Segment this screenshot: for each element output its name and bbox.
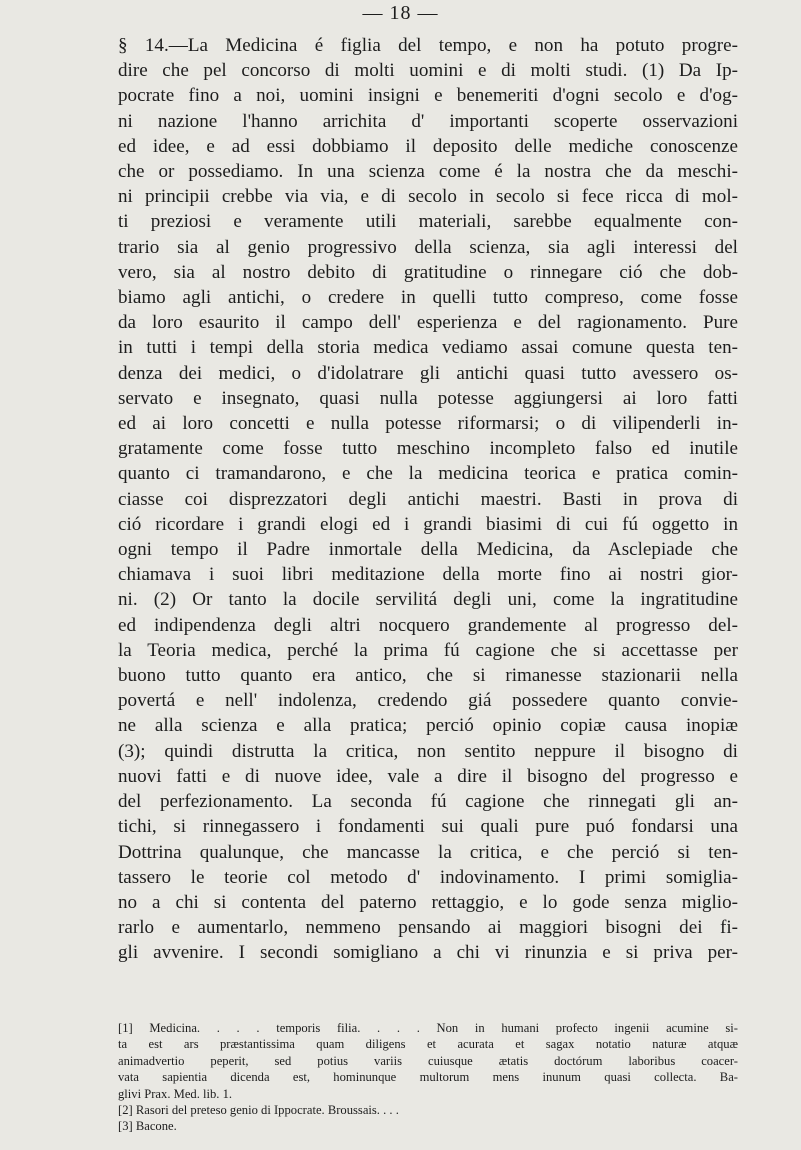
- text-line: chiamava i suoi libri meditazione della morte fino ai nostri gior-: [118, 564, 738, 586]
- text-line: pocrate fino a noi, uomini insigni e benemeriti d'ogni secolo e d'og-: [118, 85, 738, 107]
- text-line: quanto ci tramandarono, e che la medicina teorica e pratica comin-: [118, 463, 738, 485]
- text-line: ni nazione l'hanno arrichita d' importanti scoperte osservazioni: [118, 110, 738, 132]
- text-line: (3); quindi distrutta la critica, non sentito neppure il bisogno di: [118, 740, 738, 762]
- text-line: ni principii crebbe via via, e di secolo in secolo si fece ricca di mol-: [118, 186, 738, 208]
- text-line: ni. (2) Or tanto la docile servilitá degli uni, come la ingratitudine: [118, 589, 738, 611]
- footnote-line: animadvertio peperit, sed potius variis cuiusque ætatis doctórum laboribus coacer-: [118, 1053, 738, 1068]
- footnote-line: vata sapientia dicenda est, hominunque multorum mens inunum quasi collecta. Ba-: [118, 1070, 738, 1085]
- text-line: ogni tempo il Padre inmortale della Medicina, da Asclepiade che: [118, 539, 738, 561]
- text-line: ti preziosi e veramente utili materiali, sarebbe equalmente con-: [118, 211, 738, 233]
- text-line: biamo agli antichi, o credere in quelli tutto compreso, come fosse: [118, 287, 738, 309]
- text-line: in tutti i tempi della storia medica vediamo assai comune questa ten-: [118, 337, 738, 359]
- text-line: Dottrina qualunque, che mancasse la critica, e che perció si ten-: [118, 841, 738, 863]
- text-line: dire che pel concorso di molti uomini e di molti studi. (1) Da Ip-: [118, 60, 738, 82]
- footnote-line: [2] Rasori del preteso genio di Ippocrate. Broussais. . . .: [118, 1103, 399, 1118]
- text-line: vero, sia al nostro debito di gratitudine o rinnegare ció che dob-: [118, 261, 738, 283]
- text-line: che or possediamo. In una scienza come é la nostra che da meschi-: [118, 161, 738, 183]
- text-line: ed idee, e ad essi dobbiamo il deposito delle mediche conoscenze: [118, 135, 738, 157]
- text-line: del perfezionamento. La seconda fú cagione che rinnegati gli an-: [118, 791, 738, 813]
- footnote-line: glivi Prax. Med. lib. 1.: [118, 1086, 233, 1101]
- page-number-header: — 18 —: [362, 2, 439, 24]
- text-line: gli avvenire. I secondi somigliano a chi vi rinunzia e si priva per-: [118, 942, 738, 964]
- footnotes: [118, 1020, 738, 1135]
- text-line: denza dei medici, o d'idolatrare gli antichi quasi tutto avessero os-: [118, 362, 738, 384]
- text-line: ciasse coi disprezzatori degli antichi maestri. Basti in prova di: [118, 488, 738, 510]
- text-line: servato e insegnato, quasi nulla potesse aggiungersi ai loro fatti: [118, 387, 738, 409]
- footnote-line: [1] Medicina. . . . temporis filia. . . . Non in humani profecto ingenii acumine si-: [118, 1021, 738, 1035]
- text-line: tichi, si rinnegassero i fondamenti sui quali pure puó fondarsi una: [118, 816, 738, 838]
- text-line: ció ricordare i grandi elogi ed i grandi biasimi di cui fú oggetto in: [118, 513, 738, 535]
- text-line: ed ai loro concetti e nulla potesse riformarsi; o di vilipenderli in-: [118, 413, 738, 435]
- text-line: trario sia al genio progressivo della scienza, sia agli interessi del: [118, 236, 738, 258]
- text-line: § 14.—La Medicina é figlia del tempo, e non ha potuto progre-: [118, 35, 738, 56]
- footnote-line: ta est ars præstantissima quam diligens et acurata et sagax notatio naturæ atquæ: [118, 1037, 738, 1052]
- text-line: gratamente come fosse tutto meschino incompleto falso ed inutile: [118, 438, 738, 460]
- text-line: povertá e nell' indolenza, credendo giá possedere quanto convie-: [118, 690, 738, 712]
- main-text: [118, 33, 738, 966]
- text-line: no a chi si contenta del paterno rettaggio, e lo gode senza miglio-: [118, 891, 738, 913]
- text-line: buono tutto quanto era antico, che si rimanesse stazionarii nella: [118, 665, 738, 687]
- text-line: ed indipendenza degli altri nocquero grandemente al progresso del-: [118, 614, 738, 636]
- text-line: tassero le teorie col metodo d' indovinamento. I primi somiglia-: [118, 866, 738, 888]
- text-line: la Teoria medica, perché la prima fú cagione che si accettasse per: [118, 639, 738, 661]
- footnote-line: [3] Bacone.: [118, 1119, 177, 1134]
- text-line: da loro esaurito il campo dell' esperienza e del ragionamento. Pure: [118, 312, 738, 334]
- text-line: rarlo e aumentarlo, nemmeno pensando ai maggiori bisogni dei fi-: [118, 917, 738, 939]
- text-line: nuovi fatti e di nuove idee, vale a dire il bisogno del progresso e: [118, 765, 738, 787]
- text-line: ne alla scienza e alla pratica; perció opinio copiæ causa inopiæ: [118, 715, 738, 737]
